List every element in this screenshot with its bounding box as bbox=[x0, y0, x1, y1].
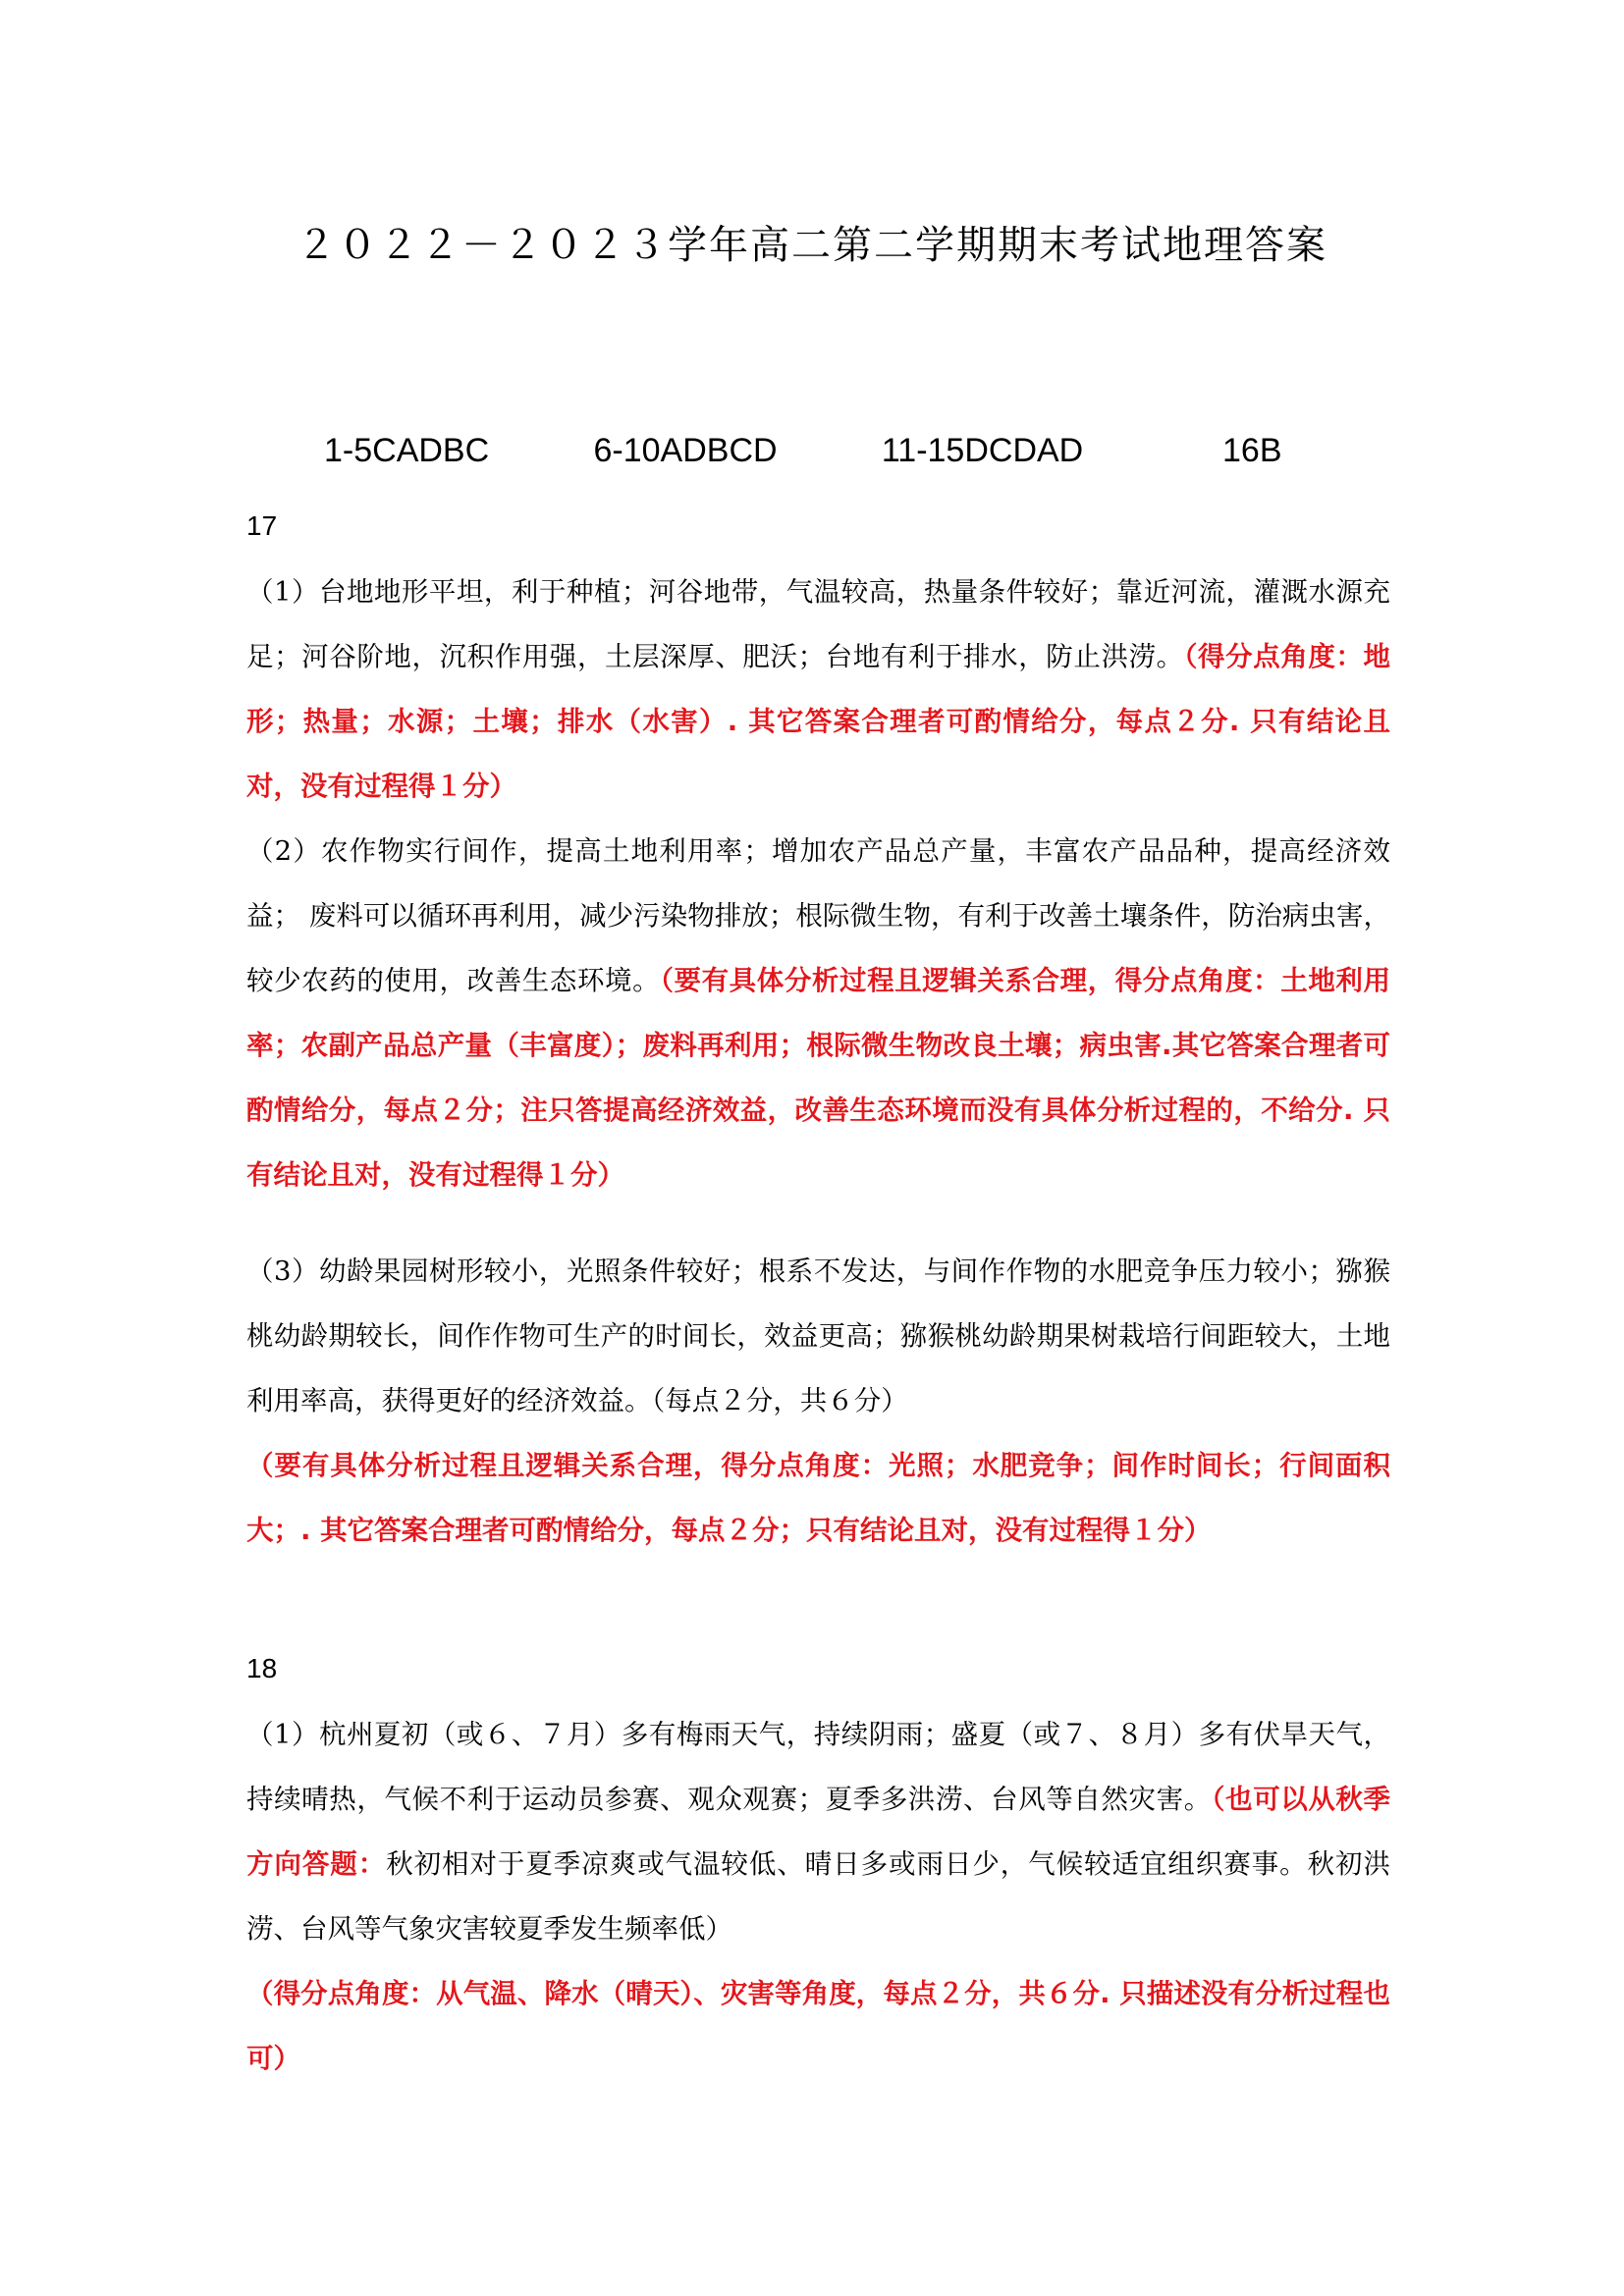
question-18-number: 18 bbox=[246, 1653, 278, 1683]
q17-part1-scoring: （得分点角度：地形；热量；水源；土壤；排水（水害）. 其它答案合理者可酌情给分，每点２分. 只有结论且对，没有过程得１分） bbox=[246, 641, 1391, 802]
q17-part3-scoring: （要有具体分析过程且逻辑关系合理，得分点角度：光照；水肥竞争；间作时间长；行间面积大；. 其它答案合理者可酌情给分，每点２分；只有结论且对，没有过程得１分） bbox=[246, 1450, 1390, 1546]
q17-part1-answer: （1）台地地形平坦，利于种植；河谷地带，气温较高，热量条件较好；靠近河流，灌溉水源充足；河谷阶地，沉积作用强，土层深厚、肥沃；台地有利于排水，防止洪涝。 bbox=[246, 576, 1390, 672]
q17-part2-answer: （2）农作物实行间作，提高土地利用率；增加农产品总产量，丰富农产品品种，提高经济效益； 废料可以循环再利用，减少污染物排放；根际微生物，有利于改善土壤条件，防治病虫害，较少农药的使用，改善生态环境。 bbox=[246, 835, 1390, 996]
q18-part1 bbox=[246, 1702, 1390, 2091]
q18-part1-scoring: （得分点角度：从气温、降水（晴天）、灾害等角度，每点２分，共６分. 只描述没有分析过程也可） bbox=[246, 1978, 1390, 2074]
page-title: ２０２２－２０２３学年高二第二学期期末考试地理答案 bbox=[297, 223, 1327, 268]
question-17-number: 17 bbox=[246, 510, 278, 541]
q17-part2 bbox=[246, 819, 1390, 1207]
q17-part2-scoring: （要有具体分析过程且逻辑关系合理，得分点角度：土地利用率；农副产品总产量（丰富度）；废料再利用；根际微生物改良土壤；病虫害.其它答案合理者可酌情给分，每点２分；注只答提高经济效益，改善生态环境而没有具体分析过程的，不给分. 只有结论且对，没有过程得１分） bbox=[246, 965, 1390, 1191]
q18-part1-inline-note: （也可以从秋季方向答题： bbox=[246, 1784, 1391, 1880]
q17-part3 bbox=[246, 1239, 1390, 1563]
q18-part1-answer: （1）杭州夏初（或６、７月）多有梅雨天气，持续阴雨；盛夏（或７、８月）多有伏旱天气，持续晴热，气候不利于运动员参赛、观众观赛；夏季多洪涝、台风等自然灾害。 bbox=[246, 1719, 1390, 1815]
multiple-choice-answers: 1-5CADBC 6-10ADBCD 11-15DCDAD 16B bbox=[324, 432, 1282, 469]
q17-part3-answer: （3）幼龄果园树形较小，光照条件较好；根系不发达，与间作作物的水肥竞争压力较小；猕猴桃幼龄期较长，间作作物可生产的时间长，效益更高；猕猴桃幼龄期果树栽培行间距较大，土地利用率高，获得更好的经济效益。（每点２分，共６分） bbox=[246, 1255, 1390, 1416]
q17-part1 bbox=[246, 560, 1390, 819]
q18-part1-answer-tail: 秋初相对于夏季凉爽或气温较低、晴日多或雨日少，气候较适宜组织赛事。秋初洪涝、台风等气象灾害较夏季发生频率低） bbox=[246, 1848, 1390, 1945]
